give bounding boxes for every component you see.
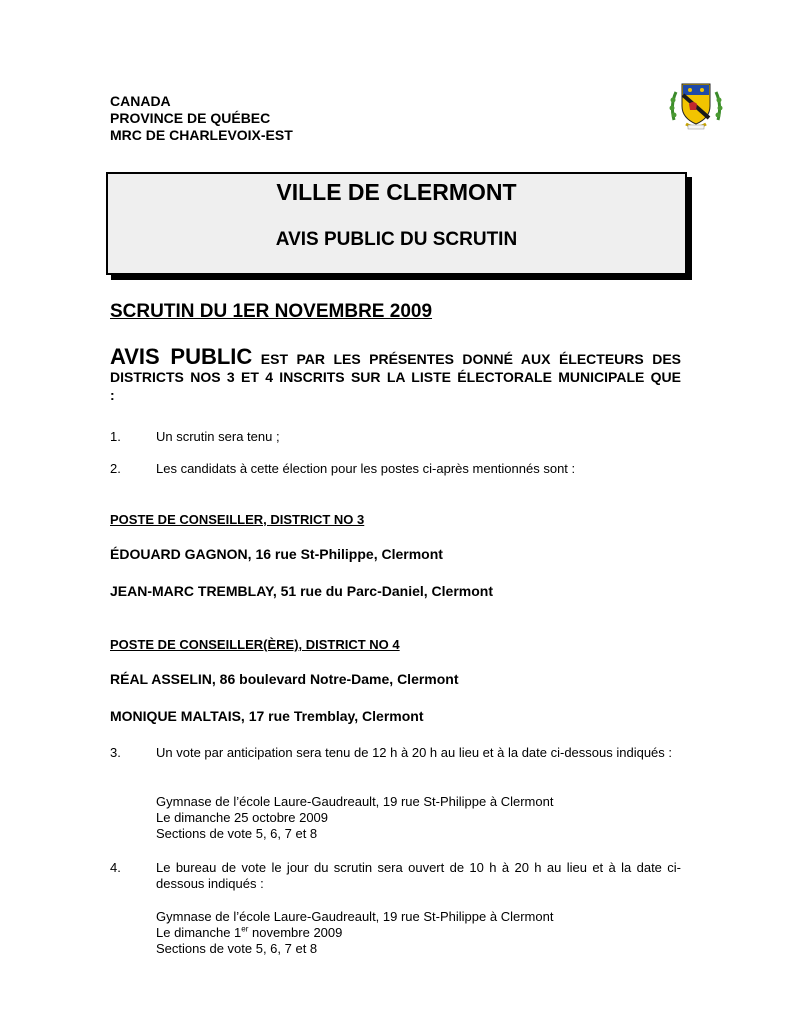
advance-vote-date: Le dimanche 25 octobre 2009 bbox=[156, 810, 329, 825]
item-1-text: Un scrutin sera tenu ; bbox=[156, 429, 280, 444]
district-4-candidate-2: MONIQUE MALTAIS, 17 rue Tremblay, Clermont bbox=[110, 708, 424, 724]
item-1-number: 1. bbox=[110, 429, 121, 444]
advance-vote-place: Gymnase de l’école Laure-Gaudreault, 19 rue St-Philippe à Clermont bbox=[156, 794, 554, 809]
notice-lead: AVIS PUBLIC bbox=[110, 344, 253, 369]
notice-body: EST PAR LES PRÉSENTES DONNÉ AUX ÉLECTEURS DES DISTRICTS NOS 3 ET 4 INSCRITS SUR LA LISTE ÉLECTORALE MUNICIPALE QUE : bbox=[110, 351, 681, 403]
election-day-place: Gymnase de l’école Laure-Gaudreault, 19 rue St-Philippe à Clermont bbox=[156, 909, 554, 924]
public-notice-paragraph bbox=[110, 344, 681, 404]
province-line: PROVINCE DE QUÉBEC bbox=[110, 110, 271, 126]
advance-vote-sections: Sections de vote 5, 6, 7 et 8 bbox=[156, 826, 318, 841]
jurisdiction-block bbox=[110, 93, 293, 144]
district-3-heading: POSTE DE CONSEILLER, DISTRICT NO 3 bbox=[110, 512, 365, 527]
scrutin-heading: SCRUTIN DU 1ER NOVEMBRE 2009 bbox=[110, 301, 433, 322]
district-4-heading: POSTE DE CONSEILLER(ÈRE), DISTRICT NO 4 bbox=[110, 637, 400, 652]
item-4-number: 4. bbox=[110, 860, 121, 875]
country-line: CANADA bbox=[110, 93, 171, 109]
page-title: VILLE DE CLERMONT bbox=[276, 179, 517, 205]
item-3-text: Un vote par anticipation sera tenu de 12 h à 20 h au lieu et à la date ci-dessous indiqués : bbox=[156, 745, 673, 760]
item-4-text: Le bureau de vote le jour du scrutin sera ouvert de 10 h à 20 h au lieu et à la date ci-dessous indiqués : bbox=[156, 860, 681, 891]
election-day-sections: Sections de vote 5, 6, 7 et 8 bbox=[156, 941, 318, 956]
page-subtitle: AVIS PUBLIC DU SCRUTIN bbox=[275, 229, 518, 250]
item-2-number: 2. bbox=[110, 461, 121, 476]
title-box bbox=[106, 172, 687, 275]
mrc-line: MRC DE CHARLEVOIX-EST bbox=[110, 127, 293, 143]
election-day-date: Le dimanche 1er novembre 2009 bbox=[156, 924, 343, 940]
coat-of-arms-icon bbox=[666, 80, 726, 132]
district-4-candidate-1: RÉAL ASSELIN, 86 boulevard Notre-Dame, Clermont bbox=[110, 671, 459, 687]
district-3-candidate-2: JEAN-MARC TREMBLAY, 51 rue du Parc-Daniel, Clermont bbox=[110, 583, 493, 599]
district-3-candidate-1: ÉDOUARD GAGNON, 16 rue St-Philippe, Clermont bbox=[110, 546, 443, 562]
item-3-number: 3. bbox=[110, 745, 121, 760]
item-2-text: Les candidats à cette élection pour les postes ci-après mentionnés sont : bbox=[156, 461, 576, 476]
